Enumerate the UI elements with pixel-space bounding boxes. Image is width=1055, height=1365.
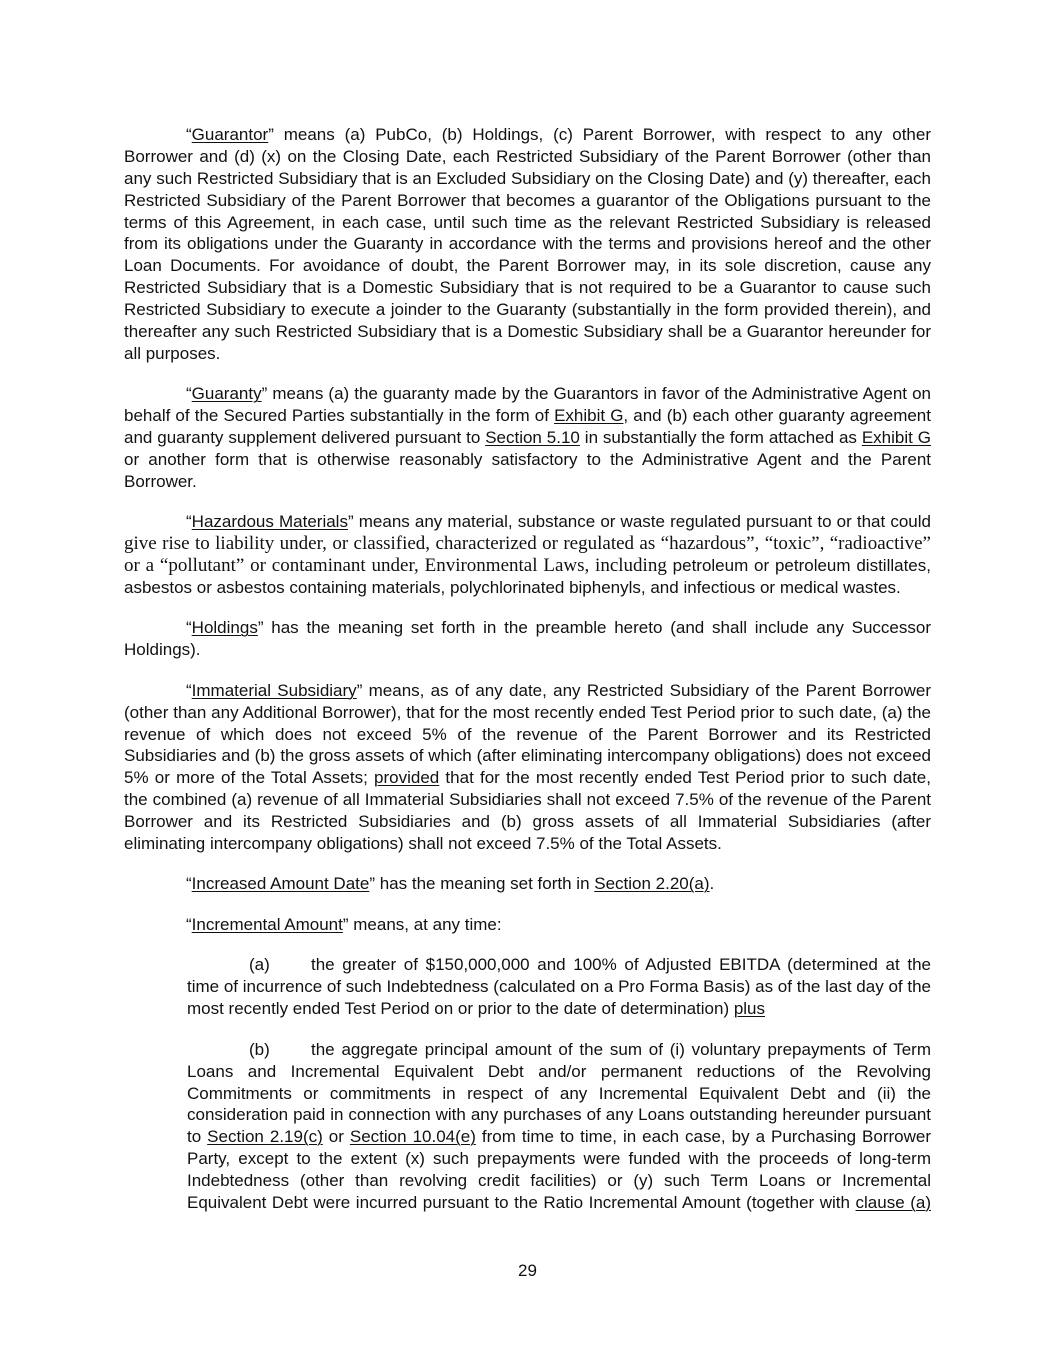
definition-text: in substantially the form attached as [579, 428, 862, 448]
defined-term-immaterial-subsidiary: Immaterial Subsidiary [191, 680, 357, 700]
page-number: 29 [518, 1261, 537, 1280]
proviso-provided: provided [374, 768, 440, 788]
definition-text: ” means, as of any date, any Restricted Subsidiary of the Parent Borrower (other than any Additional Borrower), that for the most recently ended Test Period prior to such date, (a) the revenue of which does not exceed 5% of the revenue of the Parent Borrower and its Restricted Subsidiaries and (b) the gross assets of which (after eliminating intercompany obligations) does not exceed 5% or more of the Total Assets; [124, 680, 931, 788]
definition-holdings [124, 617, 931, 661]
definitions-section [124, 124, 931, 1232]
xref-section-2-19c: Section 2.19(c) [207, 1127, 323, 1147]
definition-text: ” has the meaning set forth in the preamble hereto (and shall include any Successor Holdings). [124, 618, 931, 660]
defined-term-increased-amount-date: Increased Amount Date [191, 874, 370, 894]
xref-section-5-10: Section 5.10 [485, 428, 580, 448]
clause-label: (a) [249, 955, 270, 975]
xref-clause-a: clause (a) [855, 1192, 931, 1212]
definition-incremental-amount [124, 914, 931, 936]
definition-text: ” has the meaning set forth in [369, 874, 595, 894]
clause-text: the aggregate principal amount of the sum of (i) voluntary prepayments of Term Loans and Incremental Equivalent Debt and/or permanent reductions of the Revolving Commitments or commitments in respect of any Incremental Equivalent Debt and (ii) the consideration paid in connection with any purchases of any Loans outstanding hereunder pursuant to [187, 1039, 931, 1147]
definition-guaranty [124, 383, 931, 492]
definition-text-serif: give rise to liability under, or classified, characterized or regulated as “hazardous”, “toxic”, “radioactive” or a “pollutant” or contaminant under, Environmental Laws, including [124, 533, 931, 577]
definition-immaterial-subsidiary [124, 680, 931, 855]
xref-exhibit-g: Exhibit G [861, 428, 931, 448]
open-quote: “ [186, 125, 192, 144]
definition-text: ” means (a) the guaranty made by the Guarantors in favor of the Administrative Agent on behalf of the Secured Parties substantially in the form of [124, 384, 931, 426]
defined-term-incremental-amount: Incremental Amount [191, 914, 343, 934]
xref-exhibit-g: Exhibit G [554, 406, 624, 426]
conjunction-plus: plus [733, 999, 766, 1019]
definition-text: , and (b) each other guaranty agreement and guaranty supplement delivered pursuant to [124, 406, 931, 448]
open-quote: “ [186, 874, 192, 894]
definition-text: petroleum or petroleum distillates, asbestos or asbestos containing materials, polychlorinated biphenyls, and infectious or medical wastes. [124, 556, 931, 597]
definition-text: . [709, 874, 715, 894]
clause-text: from time to time, in each case, by a Purchasing Borrower Party, except to the extent (x) such prepayments were funded with the proceeds of long-term Indebtedness (other than revolving credit facilities) or (y) such Term Loans or Incremental Equivalent Debt were incurred pursuant to the Ratio Incremental Amount (together with [187, 1127, 932, 1212]
xref-section-2-20a: Section 2.20(a) [594, 874, 710, 894]
open-quote: “ [186, 512, 192, 532]
definition-text: ” means any material, substance or waste regulated pursuant to or that could [347, 512, 931, 532]
defined-term-holdings: Holdings [191, 618, 258, 638]
clause-text: or [322, 1127, 350, 1147]
clause-label: (b) [249, 1039, 270, 1059]
open-quote: “ [186, 384, 192, 404]
open-quote: “ [186, 914, 192, 934]
open-quote: “ [186, 618, 192, 638]
defined-term-guaranty: Guaranty [191, 384, 262, 404]
definition-guarantor [124, 124, 931, 365]
clause-b [187, 1039, 931, 1214]
defined-term-guarantor: Guarantor [191, 125, 269, 144]
clause-a [187, 954, 931, 1020]
open-quote: “ [186, 680, 192, 700]
defined-term-hazardous-materials: Hazardous Materials [191, 512, 348, 532]
definition-text: or another form that is otherwise reasonably satisfactory to the Administrative Agent and the Parent Borrower. [124, 449, 931, 491]
xref-section-10-04e: Section 10.04(e) [349, 1127, 476, 1147]
definition-increased-amount-date [124, 873, 931, 895]
definition-text: ” means, at any time: [342, 914, 502, 934]
definition-hazardous-materials [124, 511, 931, 599]
clause-text: the greater of $150,000,000 and 100% of Adjusted EBITDA (determined at the time of incurrence of such Indebtedness (calculated on a Pro Forma Basis) as of the last day of the most recently ended Test Period on or prior to the date of determination) [187, 955, 931, 1019]
definition-text: ” means (a) PubCo, (b) Holdings, (c) Parent Borrower, with respect to any other Borrower and (d) (x) on the Closing Date, each Restricted Subsidiary of the Parent Borrower (other than any such Restricted Subsidiary that is an Excluded Subsidiary on the Closing Date) and (y) thereafter, each Restricted Subsidiary of the Parent Borrower that becomes a guarantor of the Obligations pursuant to the terms of this Agreement, in each case, until such time as the relevant Restricted Subsidiary is released from its obligations under the Guaranty in accordance with the terms and provisions hereof and the other Loan Documents. For avoidance of doubt, the Parent Borrower may, in its sole discretion, cause any Restricted Subsidiary that is a Domestic Subsidiary that is not required to be a Guarantor to cause such Restricted Subsidiary to execute a joinder to the Guaranty (substantially in the form provided therein), and thereafter any such Restricted Subsidiary that is a Domestic Subsidiary shall be a Guarantor hereunder for all purposes. [124, 125, 931, 363]
definition-text: that for the most recently ended Test Period prior to such date, the combined (a) revenue of all Immaterial Subsidiaries shall not exceed 7.5% of the revenue of the Parent Borrower and its Restricted Subsidiaries and (b) gross assets of all Immaterial Subsidiaries (after eliminating intercompany obligations) shall not exceed 7.5% of the Total Assets. [124, 768, 931, 853]
